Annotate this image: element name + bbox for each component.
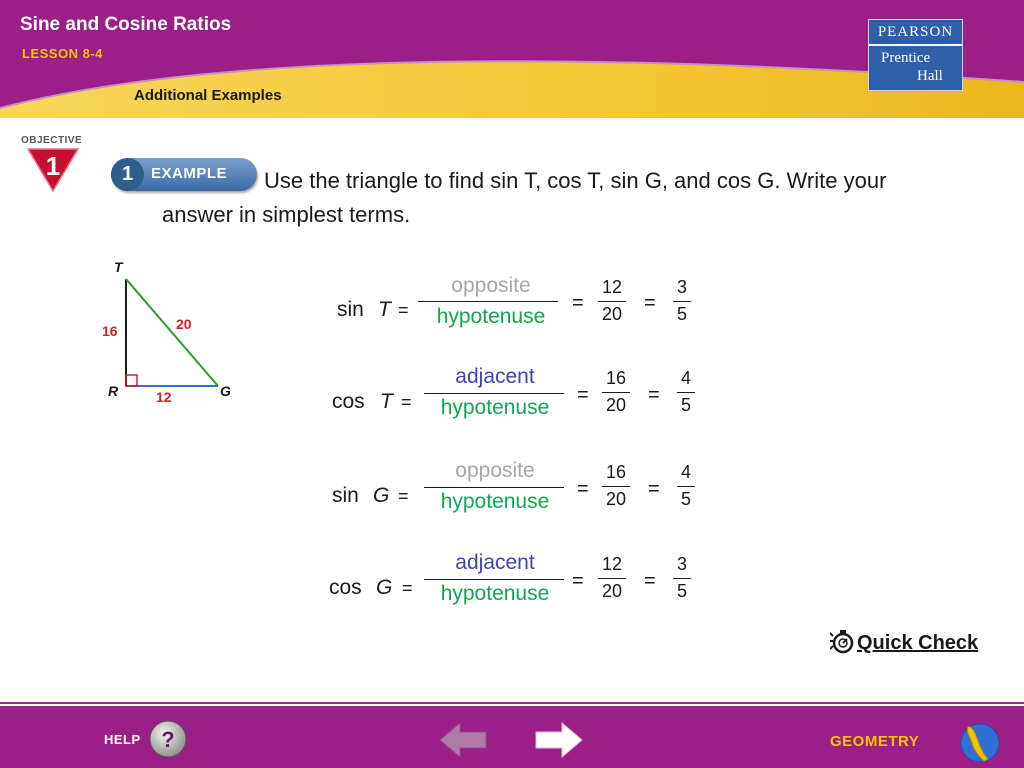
eq2-var: T — [380, 390, 393, 413]
vertex-g-label: G — [220, 383, 231, 399]
eq4-fraction-bar — [424, 579, 564, 580]
next-arrow-button[interactable] — [532, 720, 584, 760]
vertex-r-label: R — [108, 383, 119, 399]
question-mark-icon: ? — [161, 727, 175, 752]
objective-label: OBJECTIVE — [21, 135, 83, 146]
eq2-bar1 — [602, 392, 630, 393]
slide-title: Sine and Cosine Ratios — [20, 14, 232, 35]
eq3-bar2 — [677, 486, 695, 487]
right-angle-mark — [126, 375, 137, 386]
publisher-name: PEARSON — [869, 20, 962, 46]
eq3-equals-2: = — [648, 478, 660, 500]
eq1-equals-1: = — [572, 292, 584, 314]
help-button[interactable] — [148, 719, 188, 759]
eq1-bar2 — [673, 301, 691, 302]
eq3-num2: 4 — [680, 462, 691, 482]
side-tg — [126, 279, 218, 386]
side-tr-length: 16 — [102, 323, 118, 339]
eq1-fraction-bar — [418, 301, 558, 302]
eq2-den1: 20 — [605, 395, 627, 415]
eq3-equals-0: = — [398, 486, 409, 506]
footer-divider — [0, 702, 1024, 704]
example-label: EXAMPLE — [151, 165, 228, 182]
eq4-num2: 3 — [676, 554, 687, 574]
quick-check-link[interactable]: Quick Check — [857, 632, 979, 654]
eq4-equals-0: = — [402, 578, 413, 598]
eq2-den2: 5 — [680, 395, 691, 415]
eq1-var: T — [378, 298, 391, 321]
objective-badge — [26, 147, 80, 193]
lesson-label: LESSON 8-4 — [22, 46, 103, 61]
eq4-func: cos — [329, 576, 362, 599]
eq2-equals-1: = — [577, 384, 589, 406]
eq3-func: sin — [332, 484, 359, 507]
eq1-num2: 3 — [676, 277, 687, 297]
eq2-func: cos — [332, 390, 365, 413]
section-label: Additional Examples — [134, 87, 282, 104]
eq3-den2: 5 — [680, 489, 691, 509]
eq3-bar1 — [602, 486, 630, 487]
eq2-fraction-bar — [424, 393, 564, 394]
publisher-logo — [868, 19, 963, 91]
eq1-equals-0: = — [398, 300, 409, 320]
help-label[interactable]: HELP — [104, 732, 141, 747]
arrow-left-icon — [440, 723, 486, 757]
triangle-figure — [100, 258, 250, 408]
eq2-bar2 — [677, 392, 695, 393]
side-rg-length: 12 — [156, 389, 172, 405]
eq2-equals-2: = — [648, 384, 660, 406]
eq4-var: G — [376, 576, 393, 599]
objective-number: 1 — [45, 151, 61, 181]
eq1-bar1 — [598, 301, 626, 302]
side-tg-length: 20 — [176, 316, 192, 332]
eq4-equals-1: = — [572, 570, 584, 592]
eq3-var: G — [373, 484, 390, 507]
example-number: 1 — [111, 158, 144, 191]
eq1-num1: 12 — [601, 277, 623, 297]
eq4-den2: 5 — [676, 581, 687, 601]
eq3-numer-word: opposite — [455, 459, 535, 482]
eq1-numer-word: opposite — [451, 274, 531, 297]
eq1-denom-word: hypotenuse — [436, 305, 546, 328]
eq3-equals-1: = — [577, 478, 589, 500]
eq1-equals-2: = — [644, 292, 656, 314]
eq1-den1: 20 — [601, 304, 623, 324]
california-globe-icon — [954, 713, 1002, 765]
eq2-num1: 16 — [605, 368, 627, 388]
eq1-func: sin — [337, 298, 364, 321]
eq3-denom-word: hypotenuse — [440, 490, 550, 513]
eq4-equals-2: = — [644, 570, 656, 592]
eq4-bar1 — [598, 578, 626, 579]
eq3-fraction-bar — [424, 487, 564, 488]
eq3-den1: 20 — [605, 489, 627, 509]
eq2-num2: 4 — [680, 368, 691, 388]
publisher-imprint-2: Hall — [917, 68, 943, 84]
publisher-imprint-1: Prentice — [881, 50, 931, 66]
eq4-den1: 20 — [601, 581, 623, 601]
eq2-equals-0: = — [401, 392, 412, 412]
back-arrow-button[interactable] — [438, 720, 490, 760]
eq4-bar2 — [673, 578, 691, 579]
eq1-den2: 5 — [676, 304, 687, 324]
vertex-t-label: T — [114, 259, 123, 275]
eq4-denom-word: hypotenuse — [440, 582, 550, 605]
eq2-numer-word: adjacent — [455, 365, 535, 388]
stopwatch-icon[interactable] — [830, 628, 856, 656]
eq4-numer-word: adjacent — [455, 551, 535, 574]
eq2-denom-word: hypotenuse — [440, 396, 550, 419]
eq4-num1: 12 — [601, 554, 623, 574]
subject-label: GEOMETRY — [830, 733, 920, 750]
eq3-num1: 16 — [605, 462, 627, 482]
problem-statement: Use the triangle to find sin T, cos T, sin G, and cos G. Write your answer in simplest terms. — [162, 168, 887, 227]
arrow-right-icon — [536, 723, 582, 757]
